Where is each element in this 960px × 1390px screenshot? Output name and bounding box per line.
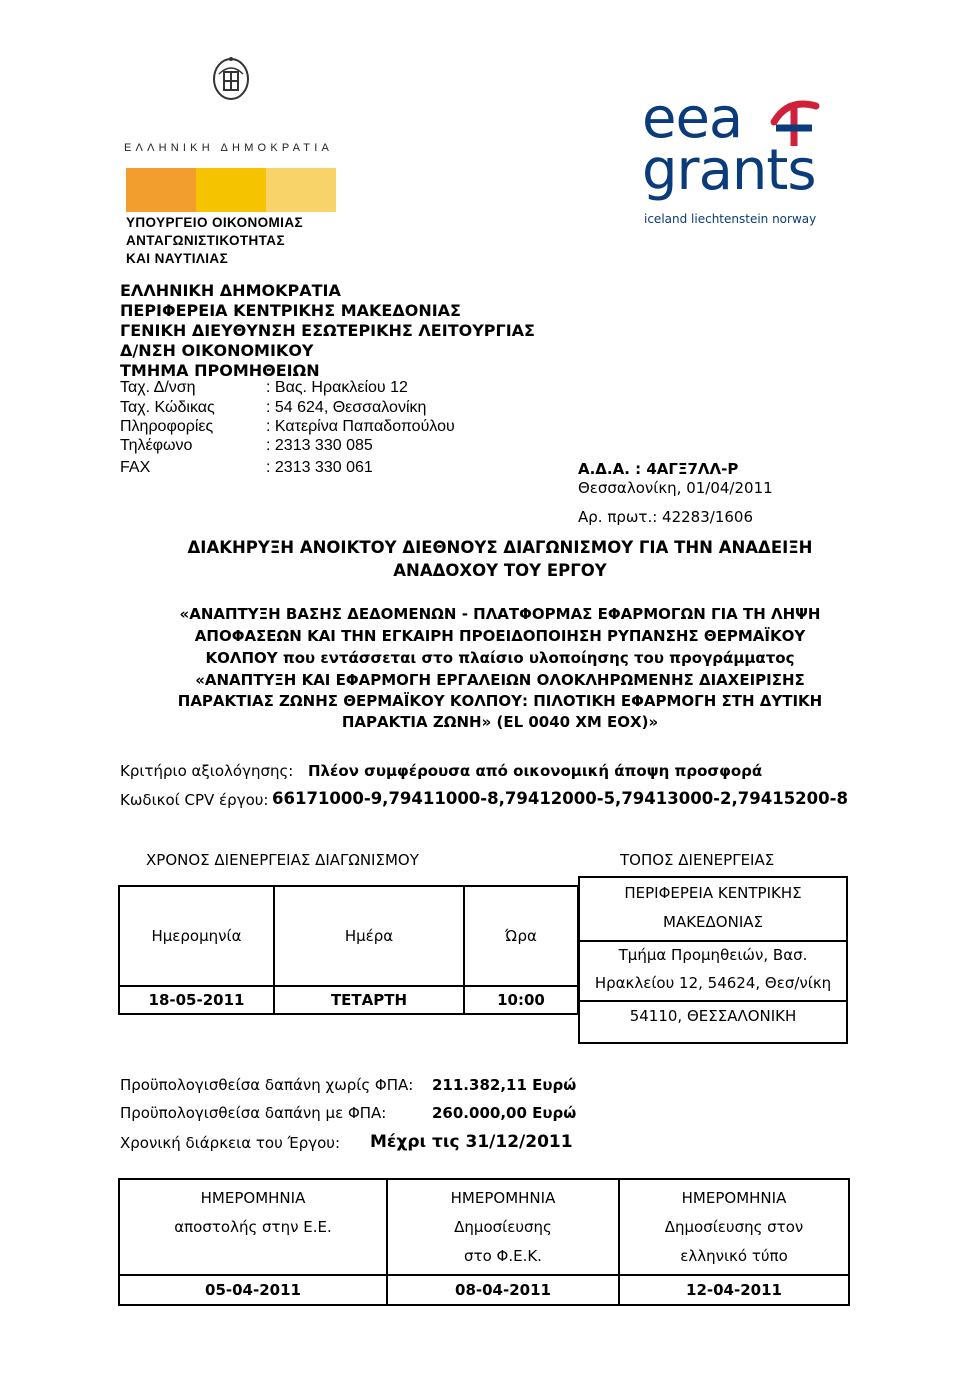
budget-no-vat-label: Προϋπολογισθείσα δαπάνη χωρίς ΦΠΑ: bbox=[120, 1076, 414, 1094]
header-date: Ημερομηνία bbox=[119, 886, 274, 986]
place-line-3: Τμήμα Προμηθειών, Βασ. bbox=[618, 946, 808, 964]
contact-value-info: : Κατερίνα Παπαδοπούλου bbox=[266, 418, 455, 435]
place-bottom: 54110, ΘΕΣΣΑΛΟΝΙΚΗ bbox=[629, 1007, 797, 1025]
time-table-row bbox=[119, 986, 578, 1014]
contact-label-address: Ταχ. Δ/νση bbox=[120, 379, 196, 396]
ministry-line-3: ΚΑΙ ΝΑΥΤΙΛΙΑΣ bbox=[126, 251, 229, 266]
time-heading: ΧΡΟΝΟΣ ΔΙΕΝΕΡΓΕΙΑΣ ΔΙΑΓΩΝΙΣΜΟΥ bbox=[146, 851, 419, 869]
title-line-2: ΑΝΑΔΟΧΟΥ ΤΟΥ ΕΡΓΟΥ bbox=[393, 561, 607, 580]
budget-no-vat-value: 211.382,11 Ευρώ bbox=[432, 1076, 577, 1094]
dates-col-1-line-1: ΗΜΕΡΟΜΗΝΙΑ bbox=[200, 1188, 306, 1207]
contact-value-address: : Βας. Ηρακλείου 12 bbox=[266, 379, 408, 396]
place-line-4: Ηρακλείου 12, 54624, Θεσ/νίκη bbox=[594, 974, 832, 992]
ministry-color-boxes bbox=[126, 168, 336, 216]
dates-header-row bbox=[119, 1179, 849, 1275]
dates-col-2-line-1: ΗΜΕΡΟΜΗΝΙΑ bbox=[450, 1188, 556, 1207]
contact-value-fax: : 2313 330 061 bbox=[266, 459, 373, 476]
cpv-label: Κωδικοί CPV έργου: bbox=[120, 791, 269, 809]
eea-tagline: iceland liechtenstein norway bbox=[644, 212, 817, 226]
header-line-5: ΤΜΗΜΑ ΠΡΟΜΗΘΕΙΩΝ bbox=[120, 361, 320, 380]
place-line-1: ΠΕΡΙΦΕΡΕΙΑ ΚΕΝΤΡΙΚΗΣ bbox=[624, 884, 802, 902]
dates-col-1-line-2: αποστολής στην Ε.Ε. bbox=[174, 1217, 332, 1236]
contact-value-phone: : 2313 330 085 bbox=[266, 437, 373, 454]
dates-col-1-date: 05-04-2011 bbox=[119, 1275, 387, 1305]
budget-vat-value: 260.000,00 Ευρώ bbox=[432, 1104, 577, 1122]
greek-republic-text: ΕΛΛΗΝΙΚΗ ΔΗΜΟΚΡΑΤΙΑ bbox=[124, 142, 334, 154]
cell-time: 10:00 bbox=[464, 986, 578, 1014]
project-line-3: ΚΟΛΠΟΥ που εντάσσεται στο πλαίσιο υλοποίησης του προγράμματος bbox=[205, 649, 795, 667]
cell-date: 18-05-2011 bbox=[119, 986, 274, 1014]
contact-value-postcode: : 54 624, Θεσσαλονίκη bbox=[266, 399, 427, 416]
dates-col-2-line-2: Δημοσίευσης bbox=[454, 1217, 552, 1236]
cpv-codes: 66171000-9,79411000-8,79412000-5,79413000-2,79415200-8 bbox=[272, 789, 848, 808]
cell-day: ΤΕΤΑΡΤΗ bbox=[274, 986, 464, 1014]
project-line-5: ΠΑΡΑΚΤΙΑΣ ΖΩΝΗΣ ΘΕΡΜΑΪΚΟΥ ΚΟΛΠΟΥ: ΠΙΛΟΤΙΚΗ ΕΦΑΡΜΟΓΗ ΣΤΗ ΔΥΤΙΚΗ bbox=[177, 692, 823, 710]
budget-vat-label: Προϋπολογισθείσα δαπάνη με ΦΠΑ: bbox=[120, 1104, 387, 1122]
duration-value: Μέχρι τις 31/12/2011 bbox=[370, 1132, 573, 1152]
dates-col-2-date: 08-04-2011 bbox=[387, 1275, 619, 1305]
title-line-1: ΔΙΑΚΗΡΥΞΗ ΑΝΟΙΚΤΟΥ ΔΙΕΘΝΟΥΣ ΔΙΑΓΩΝΙΣΜΟΥ ΓΙΑ ΤΗΝ ΑΝΑΔΕΙΞΗ bbox=[187, 538, 813, 557]
place-heading: ΤΟΠΟΣ ΔΙΕΝΕΡΓΕΙΑΣ bbox=[620, 851, 775, 869]
grants-word: grants bbox=[642, 138, 816, 203]
place-box bbox=[578, 876, 848, 1044]
dates-col-3-header bbox=[619, 1179, 849, 1275]
ministry-line-1: ΥΠΟΥΡΓΕΙΟ ΟΙΚΟΝΟΜΙΑΣ bbox=[126, 215, 303, 230]
header-day: Ημέρα bbox=[274, 886, 464, 986]
protocol-number: Αρ. πρωτ.: 42283/1606 bbox=[578, 508, 753, 526]
eea-grants-logo bbox=[638, 86, 828, 232]
project-line-6: ΠΑΡΑΚΤΙΑ ΖΩΝΗ» (EL 0040 ΧΜ ΕΟΧ)» bbox=[341, 713, 659, 731]
duration-label: Χρονική διάρκεια του Έργου: bbox=[120, 1134, 341, 1152]
dates-value-row bbox=[119, 1275, 849, 1305]
dates-col-1-line-3 bbox=[120, 1242, 386, 1271]
project-line-4: «ΑΝΑΠΤΥΞΗ ΚΑΙ ΕΦΑΡΜΟΓΗ ΕΡΓΑΛΕΙΩΝ ΟΛΟΚΛΗΡΩΜΕΝΗΣ ΔΙΑΧΕΙΡΙΣΗΣ bbox=[195, 671, 805, 689]
criteria-label: Κριτήριο αξιολόγησης: bbox=[120, 762, 294, 780]
header-line-3: ΓΕΝΙΚΗ ΔΙΕΥΘΥΝΣΗ ΕΣΩΤΕΡΙΚΗΣ ΛΕΙΤΟΥΡΓΙΑΣ bbox=[120, 321, 535, 340]
orange-box bbox=[126, 168, 196, 212]
contact-label-phone: Τηλέφωνο bbox=[120, 437, 193, 454]
eea-word: eea bbox=[642, 86, 743, 151]
dates-col-3-line-3: ελληνικό τύπο bbox=[680, 1246, 788, 1265]
light-yellow-box bbox=[266, 168, 336, 212]
greek-ministry-logo bbox=[122, 46, 340, 266]
header-line-4: Δ/ΝΣΗ ΟΙΚΟΝΟΜΙΚΟΥ bbox=[120, 341, 314, 360]
place-line-2: ΜΑΚΕΔΟΝΙΑΣ bbox=[663, 913, 763, 931]
contact-label-info: Πληροφορίες bbox=[120, 418, 214, 435]
header-time: Ώρα bbox=[464, 886, 578, 986]
dates-table bbox=[118, 1178, 850, 1306]
place-date: Θεσσαλονίκη, 01/04/2011 bbox=[578, 479, 773, 497]
header-line-1: ΕΛΛΗΝΙΚΗ ΔΗΜΟΚΡΑΤΙΑ bbox=[120, 281, 341, 300]
dates-col-2-header bbox=[387, 1179, 619, 1275]
project-line-1: «ΑΝΑΠΤΥΞΗ ΒΑΣΗΣ ΔΕΔΟΜΕΝΩΝ - ΠΛΑΤΦΟΡΜΑΣ ΕΦΑΡΜΟΓΩΝ ΓΙΑ ΤΗ ΛΗΨΗ bbox=[179, 605, 821, 623]
time-table bbox=[118, 885, 579, 1015]
dates-col-3-line-1: ΗΜΕΡΟΜΗΝΙΑ bbox=[681, 1188, 787, 1207]
place-divider-2 bbox=[580, 1000, 846, 1002]
criteria-value: Πλέον συμφέρουσα από οικονομική άποψη προσφορά bbox=[308, 762, 763, 780]
yellow-box bbox=[196, 168, 266, 212]
dates-col-3-line-2: Δημοσίευσης στον bbox=[664, 1217, 804, 1236]
project-line-2: ΑΠΟΦΑΣΕΩΝ ΚΑΙ ΤΗΝ ΕΓΚΑΙΡΗ ΠΡΟΕΙΔΟΠΟΙΗΣΗ ΡΥΠΑΝΣΗΣ ΘΕΡΜΑΪΚΟΥ bbox=[194, 627, 806, 645]
header-line-2: ΠΕΡΙΦΕΡΕΙΑ ΚΕΝΤΡΙΚΗΣ ΜΑΚΕΔΟΝΙΑΣ bbox=[120, 301, 461, 320]
ministry-name bbox=[126, 214, 340, 268]
contact-label-postcode: Ταχ. Κώδικας bbox=[120, 399, 215, 416]
dates-col-1-header bbox=[119, 1179, 387, 1275]
dates-col-2-line-3: στο Φ.Ε.Κ. bbox=[464, 1246, 542, 1265]
ministry-line-2: ΑΝΤΑΓΩΝΙΣΤΙΚΟΤΗΤΑΣ bbox=[126, 233, 285, 248]
contact-label-fax: FAX bbox=[120, 459, 151, 476]
place-divider-1 bbox=[580, 940, 846, 942]
ada-code: Α.Δ.Α. : 4ΑΓΞ7ΛΛ-Ρ bbox=[578, 460, 739, 478]
time-table-header-row bbox=[119, 886, 578, 986]
greek-coat-of-arms-icon bbox=[211, 54, 251, 102]
dates-col-3-date: 12-04-2011 bbox=[619, 1275, 849, 1305]
